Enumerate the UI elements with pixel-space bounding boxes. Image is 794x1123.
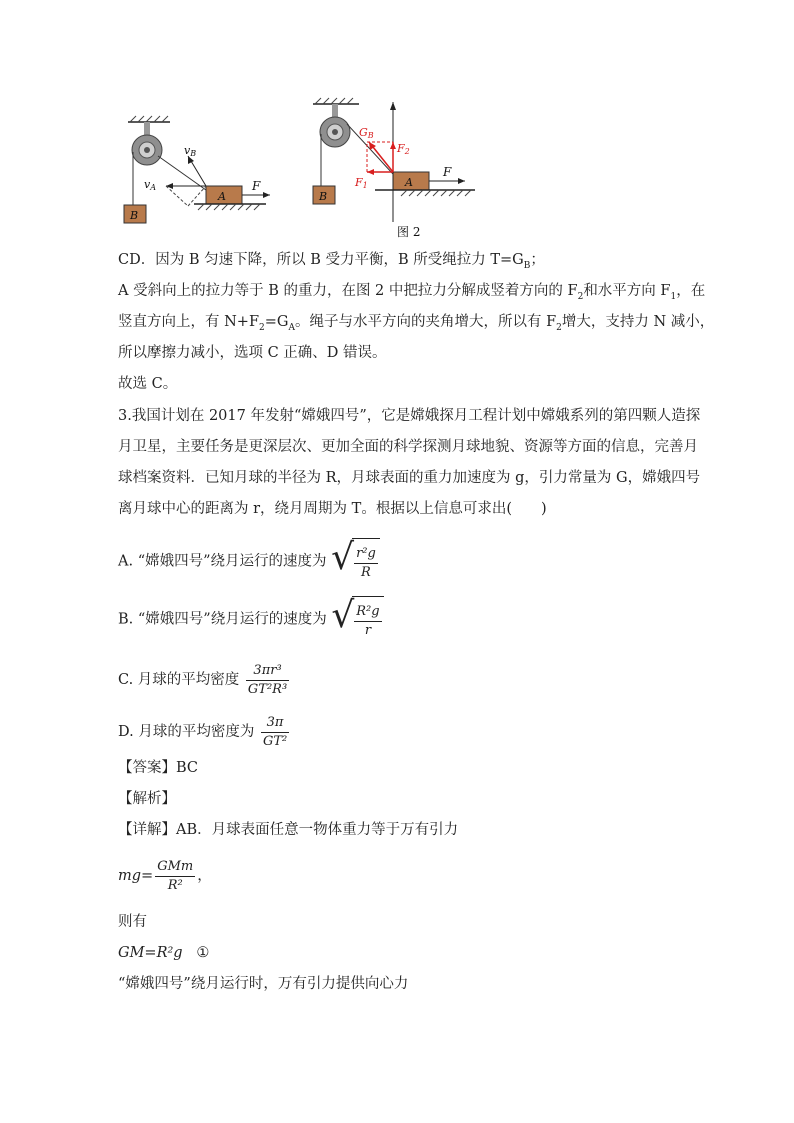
fig1-label-B: B xyxy=(130,209,139,222)
fig2-label-GB-sub: B xyxy=(367,131,374,140)
fig2-label-F2: F xyxy=(397,142,405,155)
option-d: D. 月球的平均密度为 $\frac{3\pi}{\text{GT²}}$ xyxy=(118,714,288,749)
analysis-heading: 【解析】 xyxy=(118,791,176,807)
fig1-label-F: F xyxy=(252,179,261,193)
text-line-5: 故选 C。 xyxy=(118,376,178,392)
text-line-3: 竖直方向上，有 $N+F_2=G_A$。绳子与水平方向的夹角增大，所以有 $F_2$增大，支持力 N 减小， xyxy=(118,314,715,333)
option-d-fraction: $\frac{3\pi}{\text{GT²}}$ xyxy=(262,714,288,749)
fig2-label-F2-sub: 2 xyxy=(404,147,410,156)
option-b: B. “嫦娥四号”绕月运行的速度为 √ $\frac{\text{R²g}}{r}$ xyxy=(118,596,384,643)
last-line: “嫦娥四号”绕月运行时，万有引力提供向心力 xyxy=(118,976,409,992)
fig2-label-F1-sub: 1 xyxy=(362,181,368,190)
figure-2-force-diagram xyxy=(305,94,490,244)
question-3-line-2: 月卫星，主要任务是更深层次、更加全面的科学探测月球地貌、资源等方面的信息，完善月 xyxy=(118,439,698,455)
option-b-sqrt: √ $\frac{\text{R²g}}{r}$ xyxy=(331,596,383,643)
equation-2: GM=R²g ① xyxy=(118,945,210,961)
option-c: C. 月球的平均密度 $\frac{\text{3πr³}}{\text{GT²R³}}$ xyxy=(118,662,288,697)
answer-line: 【答案】BC xyxy=(118,760,199,776)
fig2-label-A: A xyxy=(405,176,413,189)
fig2-label-F1: F xyxy=(355,176,363,189)
fig1-label-vA-sub: A xyxy=(150,183,156,192)
question-3-line-4: 离月球中心的距离为 r，绕月周期为 T。根据以上信息可求出( ) xyxy=(118,501,547,517)
text-line-4: 所以摩擦力减小，选项 C 正确、D 错误。 xyxy=(118,345,387,361)
question-3-line-1: 3.我国计划在 2017 年发射“嫦娥四号”，它是嫦娥探月工程计划中嫦娥系列的第四颗人造探 xyxy=(118,408,701,424)
then-line: 则有 xyxy=(118,914,147,930)
detail-line: 【详解】AB．月球表面任意一物体重力等于万有引力 xyxy=(118,822,459,838)
option-a: A. “嫦娥四号”绕月运行的速度为 √ $\frac{\text{r²g}}{R}$ xyxy=(118,538,380,585)
svg-text:vA xyxy=(144,178,156,192)
text-line-1: CD．因为 B 匀速下降，所以 B 受力平衡，B 所受绳拉力 $T=G_B$； xyxy=(118,252,545,271)
svg-text:F1 xyxy=(354,176,368,190)
text-line-2: A 受斜向上的拉力等于 B 的重力，在图 2 中把拉力分解成竖着方向的 $F_2$和水平方向 $F_1$，在 xyxy=(118,283,706,302)
fig2-label-B: B xyxy=(319,190,328,203)
fig2-label-F: F xyxy=(443,165,452,179)
option-a-sqrt: √ $\frac{\text{r²g}}{R}$ xyxy=(331,538,380,585)
option-c-fraction: $\frac{\text{3πr³}}{\text{GT²R³}}$ xyxy=(247,662,288,697)
fig1-label-vA: v xyxy=(144,178,151,191)
figure-1-pulley-diagram xyxy=(118,100,288,225)
question-3-line-3: 球档案资料．已知月球的半径为 R，月球表面的重力加速度为 g，引力常量为 G，嫦娥四号 xyxy=(118,470,701,486)
fig2-label-GB: G xyxy=(359,126,368,139)
equation-1: mg= $\frac{\text{GMm}}{\text{R²}}$ ， xyxy=(118,858,212,893)
svg-text:F2 xyxy=(396,142,410,156)
fig1-label-vB-sub: B xyxy=(190,149,197,158)
fig1-label-vB: v xyxy=(184,144,191,157)
fig2-caption: 图 2 xyxy=(397,225,421,239)
fig1-label-A: A xyxy=(218,190,226,203)
svg-text:GB xyxy=(359,126,374,140)
svg-text:vB xyxy=(184,144,196,158)
